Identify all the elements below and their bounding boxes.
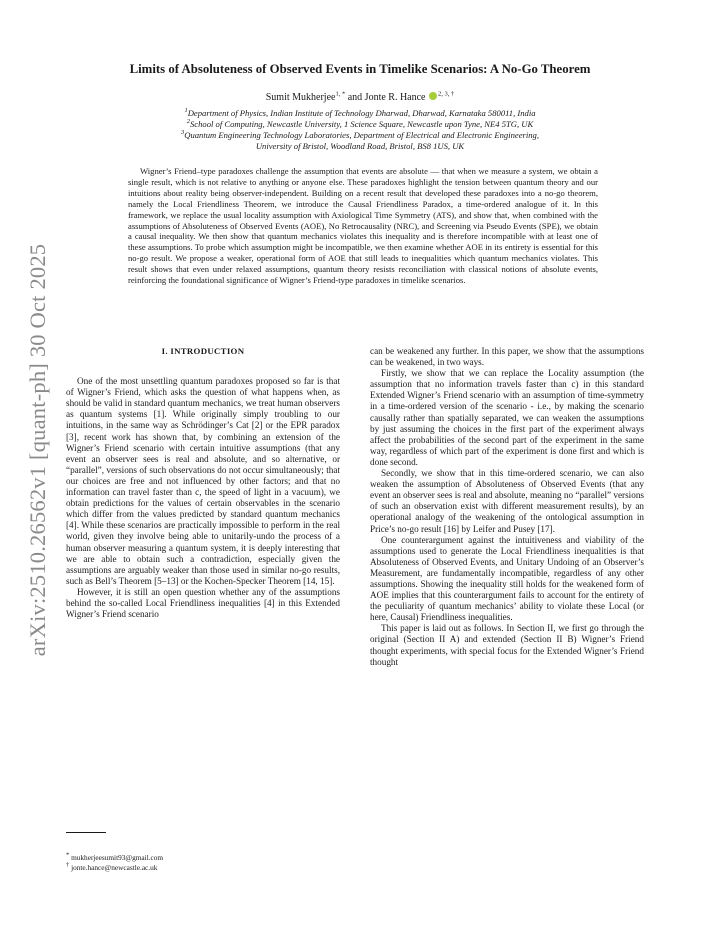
- section-heading: I. INTRODUCTION: [161, 346, 245, 356]
- paragraph: One counterargument against the intuitiveness and viability of the assumptions used to generate the Local Friendliness inequalities is that Absoluteness of Observed Events, and Unitary Undoing of an Observer’s Measurement, are fundamentally incompatible, regardless of any other assumptions. Showing the inequality still holds for the weakened form of AOE implies that this counterargument fails to account for the entirety of the peculiarity of quantum mechanics’ ability to violate these Local (or here, Causal) Friendliness inequalities.: [370, 534, 644, 623]
- footnote-email-link[interactable]: mukherjeesumit93@gmail.com: [71, 853, 164, 862]
- affiliation-line: [100, 130, 620, 141]
- author-name: Sumit Mukherjee: [265, 92, 336, 103]
- paragraph: can be weakened any further. In this paper, we show that the assumptions can be weakened, in two ways.: [370, 346, 644, 368]
- affiliation-text: Quantum Engineering Technology Laboratories, Department of Electrical and Electronic Engineering,: [184, 130, 539, 140]
- footnote-mark: †: [66, 861, 70, 869]
- footnote-email-link[interactable]: jonte.hance@newcastle.ac.uk: [71, 863, 158, 872]
- arxiv-identifier-stamp: [14, 243, 62, 657]
- paragraph: Firstly, we show that we can replace the Locality assumption (the assumption that no information travels faster than c) in this standard Extended Wigner’s Friend scenario with an assumption of time-symmetry in a time-ordered version of the scenario - i.e., by making the scenario causally rather than spatially separated, we can weaken the assumptions by just assuming the choices in the first part of the experiment always affect the probabilities of the second part of the experiment in the same way, regardless of which part of the experiment is done first and which is done second.: [370, 368, 644, 467]
- paper-title: Limits of Absoluteness of Observed Events in Timelike Scenarios: A No-Go Theorem: [129, 62, 591, 76]
- paragraph: This paper is laid out as follows. In Section II, we first go through the original (Section II A) and extended (Section II B) Wigner’s Friend thought experiments, with special focus for the Extended Wigner’s Friend thought: [370, 623, 644, 667]
- paragraph: However, it is still an open question whether any of the assumptions behind the so-called Local Friendliness inequalities [4] in this Extended Wigner’s Friend scenario: [66, 586, 340, 620]
- author-line: [60, 92, 660, 103]
- affiliation-line: [100, 108, 620, 119]
- arxiv-id-text: arXiv:2510.26562v1 [quant-ph] 30 Oct 2025: [25, 243, 50, 657]
- orcid-icon[interactable]: [429, 92, 437, 100]
- affiliation-line: [100, 141, 620, 152]
- footnote-mark: *: [66, 851, 70, 859]
- author-affiliation-marks: 2, 3, †: [438, 90, 455, 98]
- affiliation-text: School of Computing, Newcastle University, 1 Science Square, Newcastle upon Tyne, NE4 5TG, UK: [190, 119, 534, 129]
- footnote: [66, 863, 346, 873]
- right-column: [370, 346, 644, 668]
- paragraph: One of the most unsettling quantum paradoxes proposed so far is that of Wigner’s Friend, which asks the question of what happens when, as should be valid in standard quantum mechanics, we treat human observers as quantum systems [1]. While originally simply troubling to our intuitions, in the same way as Schrödinger’s Cat [2] or the EPR paradox [3], recent work has shown that, by combining an extension of the Wigner’s Friend scenario with certain intuitive assumptions (that any event an observer sees is real and absolute, and so alternative, or “parallel”, versions of such observations do not occur simultaneously; that our choices are free and not influenced by other factors; and that no information can travel faster than c, the speed of light in a vacuum), we obtain predictions for the values of certain observables in the scenario which differ from the values predicted by standard quantum mechanics [4]. While these scenarios are practically impossible to perform in the real world, given they involve being able to unitarily-undo the process of a human observer measuring a quantum system, it is deeply interesting that we are able to obtain such a contradiction, especially given the assumptions are arguably weaker than those used in similar no-go results, such as Bell’s Theorem [5–13] or the Kochen-Specker Theorem [14, 15].: [66, 376, 340, 586]
- affiliation-text: University of Bristol, Woodland Road, Bristol, BS8 1US, UK: [255, 141, 465, 151]
- footnote: [66, 853, 346, 863]
- affiliation-line: [100, 119, 620, 130]
- author-affiliation-marks: 1, *: [335, 90, 346, 98]
- left-column: [66, 346, 340, 620]
- paragraph: Secondly, we show that in this time-ordered scenario, we can also weaken the assumption of Absoluteness of Observed Events (that any event an observer sees is real and absolute, meaning no “parallel” versions of such an observation exist with different measurement results), by an operational analogy of the weakening of the ontological assumption in Price’s no-go result [16] by Leifer and Pusey [17].: [370, 468, 644, 534]
- affiliation-number: 2: [186, 118, 190, 126]
- author-name: Jonte R. Hance: [364, 92, 426, 103]
- affiliations: [100, 108, 620, 152]
- abstract: Wigner’s Friend–type paradoxes challenge the assumption that events are absolute — that when we measure a system, we obtain a single result, which is not relative to anything or anyone else. These paradoxes highlight the tension between quantum theory and our intuitions about reality being observer-independent. Building on a recent result that developed these paradoxes into a no-go theorem, namely the Local Friendliness Theorem, we introduce the Causal Friendliness Paradox, a time-ordered analogue of it. In this framework, we replace the usual locality assumption with Axiological Time Symmetry (ATS), and show that, when combined with the assumptions of Absoluteness of Observed Events (AOE), No Retrocausality (NRC), and Screening via Pseudo Events (SPE), we obtain a causal inequality. We then show that quantum mechanics violates this inequality and is therefore incompatible with at least one of these assumptions. To probe which assumption might be incompatible, we then examine whether AOE in its entirety is essential for this no-go result. We propose a weaker, operational form of AOE that still leads to inequalities which quantum mechanics violates. This result shows that even under relaxed assumptions, quantum theory resists reconciliation with classical notions of absolute events, reinforcing the foundational significance of Wigner’s Friend-type paradoxes in timelike scenarios.: [128, 166, 598, 286]
- author-conjunction: and: [347, 92, 363, 103]
- affiliation-text: Department of Physics, Indian Institute of Technology Dharwad, Dharwad, Karnataka 580011, India: [187, 108, 536, 118]
- footnotes: [66, 853, 346, 873]
- affiliation-number: 1: [184, 107, 188, 115]
- footnote-rule: [66, 832, 106, 833]
- affiliation-number: 3: [180, 129, 185, 137]
